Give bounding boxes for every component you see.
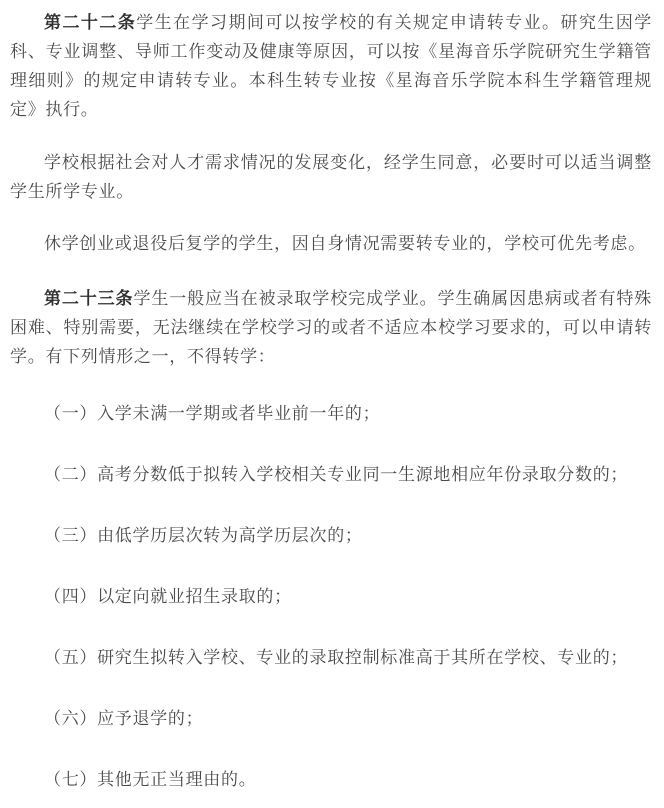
paragraph-adjust-major: 学校根据社会对人才需求情况的发展变化，经学生同意，必要时可以适当调整学生所学专业。	[10, 153, 652, 202]
list-item: （六）应予退学的；	[44, 709, 204, 729]
article-23-text: 学生一般应当在被录取学校完成学业。学生确属因患病或者有特殊困难、特别需要，无法继续在学校学习的或者不适应本校学习要求的，可以申请转学。有下列情形之一，不得转学：	[10, 289, 652, 367]
paragraph-priority-transfer: 休学创业或退役后复学的学生，因自身情况需要转专业的，学校可优先考虑。	[44, 234, 646, 254]
list-item: （一）入学未满一学期或者毕业前一年的；	[44, 404, 381, 424]
list-item: （七）其他无正当理由的。	[44, 770, 257, 790]
list-item: （五）研究生拟转入学校、专业的录取控制标准高于其所在学校、专业的；	[44, 648, 629, 668]
article-23-number: 第二十三条	[44, 289, 134, 309]
article-22-paragraph	[10, 9, 652, 125]
list-item: （四）以定向就业招生录取的；	[44, 587, 292, 607]
article-23-paragraph	[10, 285, 652, 372]
list-item: （三）由低学历层次转为高学历层次的；	[44, 526, 363, 546]
article-22-text: 学生在学习期间可以按学校的有关规定申请转专业。研究生因学科、专业调整、导师工作变动及健康等原因，可以按《星海音乐学院研究生学籍管理细则》的规定申请转专业。本科生转专业按《星海音乐学院本科生学籍管理规定》执行。	[10, 13, 652, 120]
list-item: （二）高考分数低于拟转入学校相关专业同一生源地相应年份录取分数的；	[44, 465, 629, 485]
article-22-number: 第二十二条	[44, 13, 137, 33]
document-body	[10, 0, 652, 795]
